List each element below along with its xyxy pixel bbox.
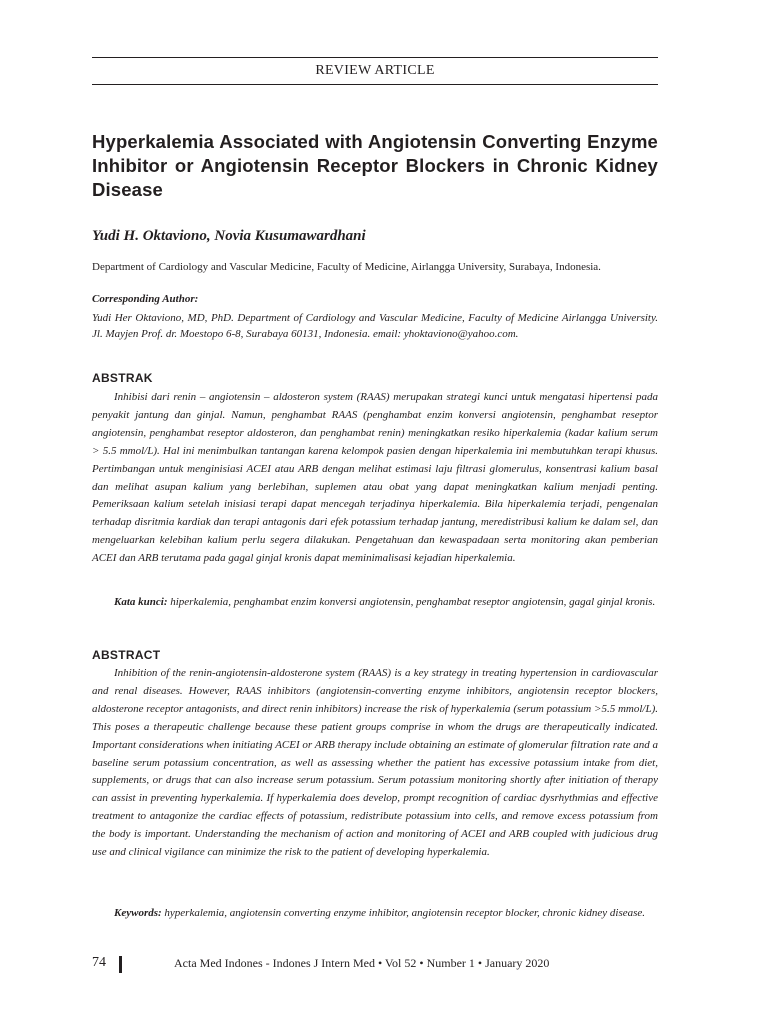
abstract-body: Inhibition of the renin-angiotensin-aldosterone system (RAAS) is a key strategy in treating hypertension in cardiovascular and renal diseases. However, RAAS inhibitors (angiotensin-converting enzyme inhibitors, angiotensin receptor blockers, aldosterone receptor antagonists, and direct renin inhibitors) increase the risk of hyperkalemia (serum potassium >5.5 mmol/L). This poses a therapeutic challenge because these patient groups comprise in whom the drugs are therapeutically indicated. Important considerations when initiating ACEI or ARB therapy include obtaining an estimate of glomerular filtration rate and a baseline serum potassium concentration, as well as assessing whether the patient has excessive potassium intake from diet, supplements, or drugs that can also increase serum potassium. Serum potassium monitoring shortly after initiation of therapy can assist in preventing hyperkalemia. If hyperkalemia does develop, prompt recognition of cardiac dysrhythmias and effective treatment to antagonize the cardiac effects of potassium, redistribute potassium into cells, and remove excess potassium from the body is important. Understanding the mechanism of action and monitoring of ACEI and ARB coupled with judicious drug use and clinical vigilance can minimize the risk to the patient of developing hyperkalemia.: [92, 667, 658, 859]
journal-citation: Acta Med Indones - Indones J Intern Med • Vol 52 • Number 1 • January 2020: [174, 956, 550, 970]
corresponding-author-details: Yudi Her Oktaviono, MD, PhD. Department of Cardiology and Vascular Medicine, Faculty of Medicine Airlangga University. Jl. Mayjen Prof. dr. Moestopo 6-8, Surabaya 60131, Indonesia. email: yhoktaviono@yahoo.com.: [92, 312, 658, 340]
article-title: Hyperkalemia Associated with Angiotensin Converting Enzyme Inhibitor or Angiotensin Receptor Blockers in Chronic Kidney Disease: [92, 131, 658, 200]
abstract-keywords-text: hyperkalemia, angiotensin converting enzyme inhibitor, angiotensin receptor blocker, chronic kidney disease.: [164, 907, 646, 919]
header-top-rule: [92, 57, 658, 58]
page-number: 74: [92, 955, 106, 970]
abstrak-keywords-text: hiperkalemia, penghambat enzim konversi angiotensin, penghambat reseptor angiotensin, gagal ginjal kronis.: [170, 596, 656, 608]
header-bottom-rule: [92, 84, 658, 85]
abstract-keywords-label: Keywords:: [114, 907, 162, 919]
page-footer: [92, 955, 658, 975]
section-label: REVIEW ARTICLE: [315, 63, 435, 78]
abstrak-body: Inhibisi dari renin – angiotensin – aldosteron system (RAAS) merupakan strategi kunci untuk mengatasi hipertensi pada penyakit jantung dan ginjal. Namun, penghambat RAAS (penghambat enzim konversi angiotensin, penghambat reseptor angiotensin, penghambat reseptor aldosteron, dan penghambat renin) meningkatkan resiko hiperkalemia (kadar kalium serum > 5.5 mmol/L). Hal ini menimbulkan tantangan karena kelompok pasien dengan hiperkalemia ini membutuhkan terapi khusus. Pertimbangan untuk menginisiasi ACEI atau ARB dengan melihat estimasi laju filtrasi glomerulus, konsentrasi kalium basal dan melihat asupan kalium yang berlebihan, suplemen atau obat yang dapat meningkatkan kalium menjadi penting. Pemeriksaan kalium setelah inisiasi terapi dapat mencegah terjadinya hiperkalemia. Bila hiperkalemia terjadi, pengenalan terhadap disritmia kardiak dan terapi antagonis dari efek potassium terhadap jantung, meredistribusi kalium ke dalam sel, dan mengeluarkan kelebihan kalium perlu segera dilakukan. Pengetahuan dan kewaspadaan serta monitoring akan pemberian ACEI dan ARB terutama pada gagal ginjal kronis dapat meminimalisasi kejadian hiperkalemia.: [92, 391, 658, 565]
footer-divider: [119, 956, 122, 973]
abstract-keywords: [92, 905, 658, 923]
abstrak-heading: ABSTRAK: [92, 371, 153, 385]
abstract-heading: ABSTRACT: [92, 648, 161, 662]
abstrak-keywords: [92, 594, 658, 612]
corresponding-author-label: Corresponding Author:: [92, 293, 199, 305]
affiliation: Department of Cardiology and Vascular Medicine, Faculty of Medicine, Airlangga University, Surabaya, Indonesia.: [92, 261, 601, 273]
author-list: Yudi H. Oktaviono, Novia Kusumawardhani: [92, 228, 366, 244]
abstrak-keywords-label: Kata kunci:: [114, 596, 168, 608]
